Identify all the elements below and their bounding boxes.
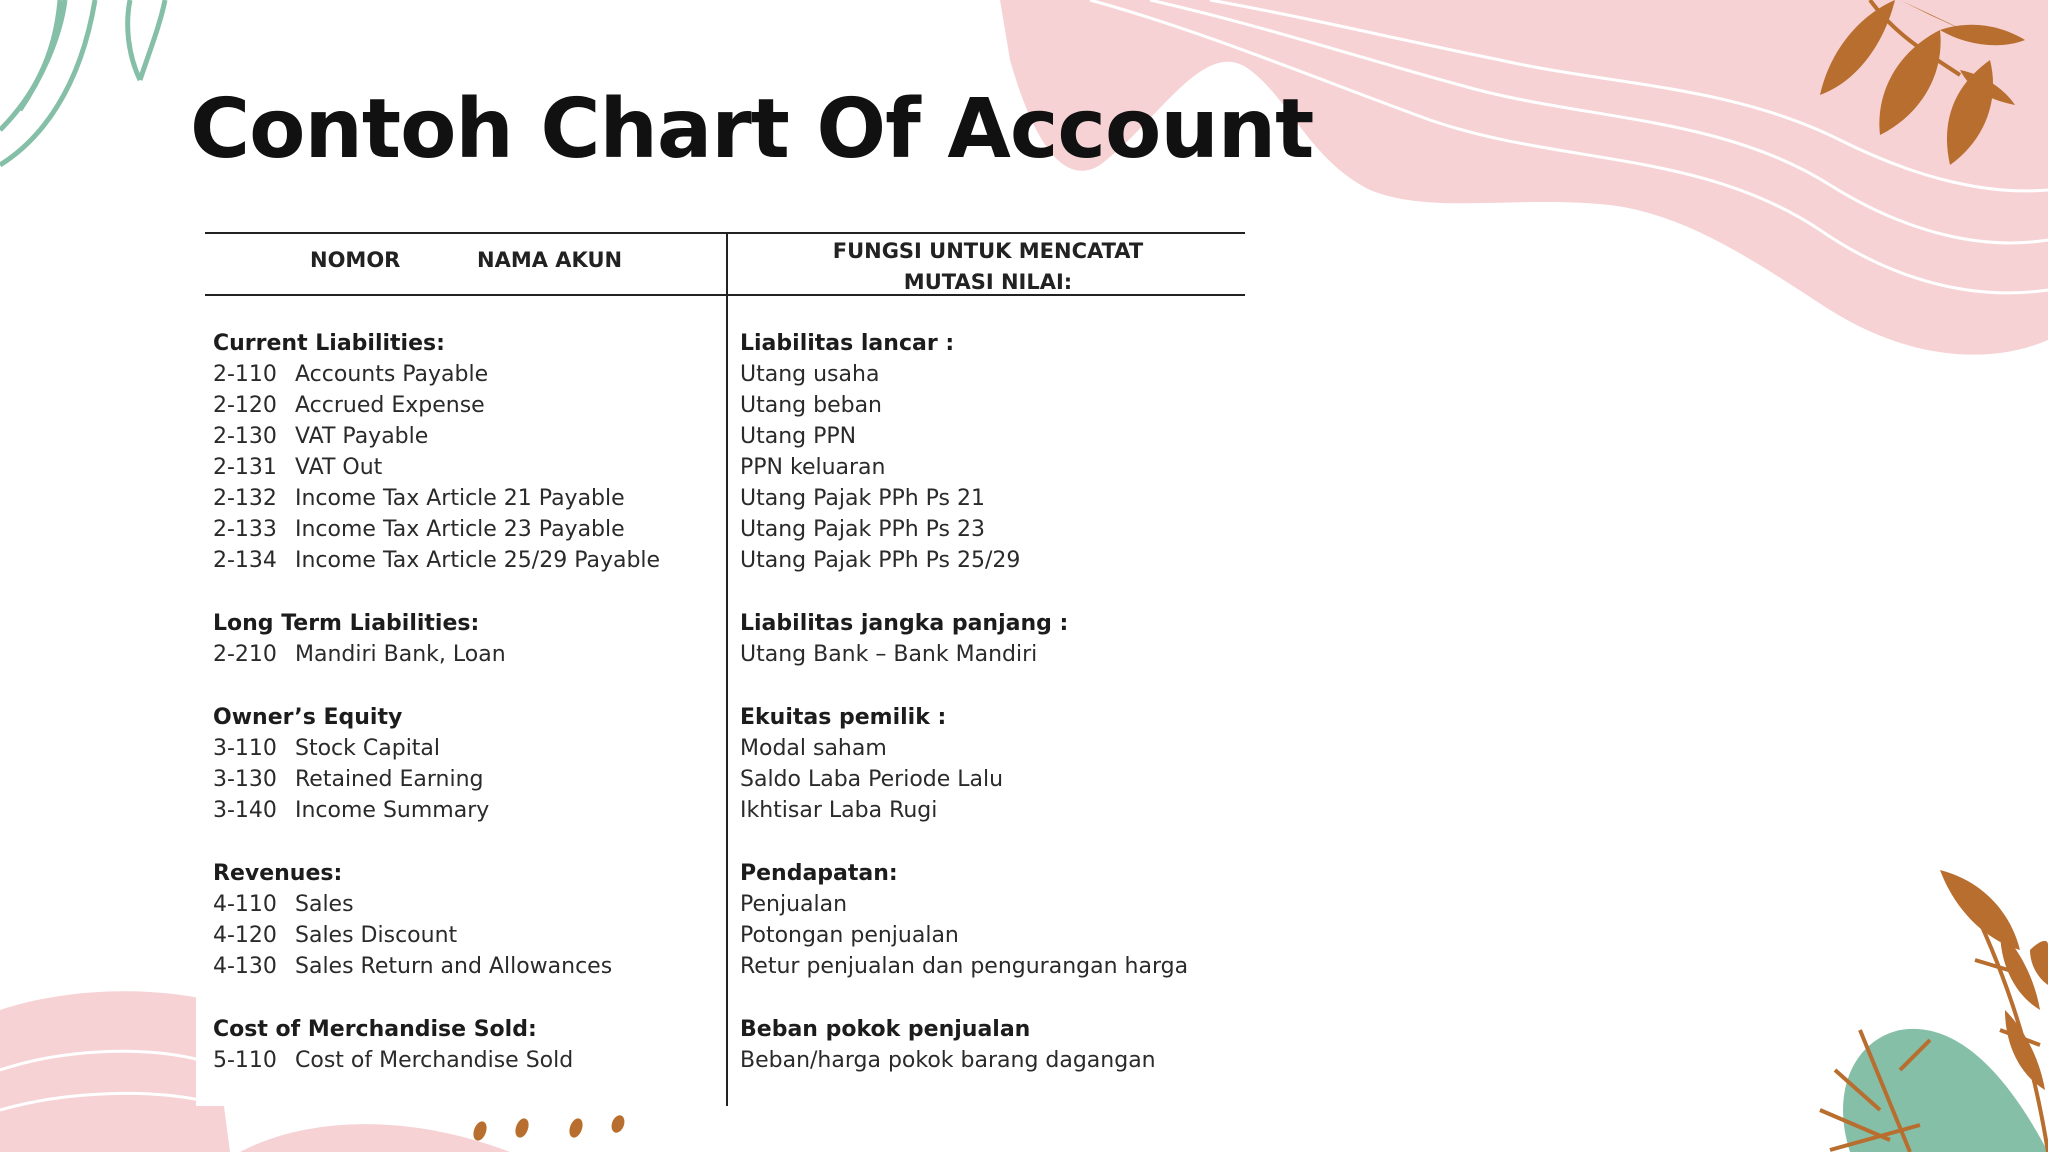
account-number: 4-110 [213, 892, 277, 917]
header-fungsi-line2: MUTASI NILAI: [903, 270, 1073, 294]
account-name: Income Summary [295, 798, 490, 823]
account-number: 2-110 [213, 362, 277, 387]
section-heading: Current Liabilities: [213, 331, 445, 356]
account-name: Sales [295, 892, 354, 917]
header-fungsi [728, 236, 1248, 298]
account-row [213, 639, 506, 670]
chart-of-account-table [196, 222, 1260, 1106]
header-nama-akun: NAMA AKUN [477, 248, 623, 272]
header-fungsi-line1: FUNGSI UNTUK MENCATAT [832, 239, 1144, 263]
account-name: Stock Capital [295, 736, 441, 761]
account-row [213, 951, 612, 982]
account-row [213, 545, 660, 576]
account-number: 2-210 [213, 642, 277, 667]
section-fungsi-heading: Liabilitas jangka panjang : [740, 611, 1069, 636]
account-fungsi: Saldo Laba Periode Lalu [740, 767, 1004, 792]
account-name: Income Tax Article 21 Payable [295, 486, 625, 511]
account-row [213, 390, 485, 421]
account-number: 2-130 [213, 424, 277, 449]
account-fungsi: Ikhtisar Laba Rugi [740, 798, 938, 823]
account-fungsi: Utang Pajak PPh Ps 25/29 [740, 548, 1021, 573]
account-name: Accrued Expense [295, 393, 485, 418]
account-number: 2-131 [213, 455, 277, 480]
account-number: 4-130 [213, 954, 277, 979]
section-fungsi-heading: Pendapatan: [740, 861, 898, 886]
account-fungsi: Utang PPN [740, 424, 857, 449]
account-fungsi: Utang Pajak PPh Ps 21 [740, 486, 985, 511]
account-fungsi: Utang Pajak PPh Ps 23 [740, 517, 985, 542]
account-row [213, 795, 489, 826]
account-fungsi: Utang Bank – Bank Mandiri [740, 642, 1038, 667]
account-name: VAT Payable [295, 424, 429, 449]
account-number: 3-130 [213, 767, 277, 792]
table-top-rule [205, 232, 1245, 234]
account-name: Sales Return and Allowances [295, 954, 613, 979]
account-row [213, 764, 484, 795]
account-row [213, 421, 428, 452]
account-fungsi: Potongan penjualan [740, 923, 959, 948]
account-fungsi: Modal saham [740, 736, 887, 761]
page-title: Contoh Chart Of Account [190, 82, 1314, 177]
account-row [213, 1045, 573, 1076]
sage-leaf-outline-icon [0, 0, 165, 165]
account-row [213, 359, 488, 390]
account-fungsi: PPN keluaran [740, 455, 886, 480]
account-name: Retained Earning [295, 767, 484, 792]
column-divider [726, 232, 728, 1106]
account-fungsi: Utang usaha [740, 362, 880, 387]
account-name: Income Tax Article 23 Payable [295, 517, 625, 542]
account-name: VAT Out [295, 455, 383, 480]
account-name: Cost of Merchandise Sold [295, 1048, 574, 1073]
account-name: Sales Discount [295, 923, 458, 948]
account-name: Accounts Payable [295, 362, 489, 387]
section-fungsi-heading: Liabilitas lancar : [740, 331, 955, 356]
account-row [213, 452, 382, 483]
section-heading: Revenues: [213, 861, 343, 886]
account-number: 2-133 [213, 517, 277, 542]
account-row [213, 920, 457, 951]
account-number: 2-132 [213, 486, 277, 511]
account-row [213, 733, 440, 764]
account-number: 2-120 [213, 393, 277, 418]
account-number: 4-120 [213, 923, 277, 948]
section-fungsi-heading: Beban pokok penjualan [740, 1017, 1031, 1042]
section-heading: Cost of Merchandise Sold: [213, 1017, 537, 1042]
account-row [213, 514, 625, 545]
account-row [213, 889, 354, 920]
account-name: Income Tax Article 25/29 Payable [295, 548, 661, 573]
account-fungsi: Utang beban [740, 393, 883, 418]
account-number: 3-110 [213, 736, 277, 761]
account-fungsi: Retur penjualan dan pengurangan harga [740, 954, 1189, 979]
brown-dots-icon [471, 1113, 627, 1142]
pink-blob-bottom-center [240, 1124, 510, 1152]
account-number: 2-134 [213, 548, 277, 573]
account-number: 5-110 [213, 1048, 277, 1073]
account-row [213, 483, 625, 514]
section-heading: Long Term Liabilities: [213, 611, 480, 636]
header-nomor: NOMOR [310, 248, 401, 272]
section-heading: Owner’s Equity [213, 705, 403, 730]
account-number: 3-140 [213, 798, 277, 823]
account-fungsi: Penjualan [740, 892, 848, 917]
section-fungsi-heading: Ekuitas pemilik : [740, 705, 947, 730]
account-fungsi: Beban/harga pokok barang dagangan [740, 1048, 1156, 1073]
account-name: Mandiri Bank, Loan [295, 642, 506, 667]
